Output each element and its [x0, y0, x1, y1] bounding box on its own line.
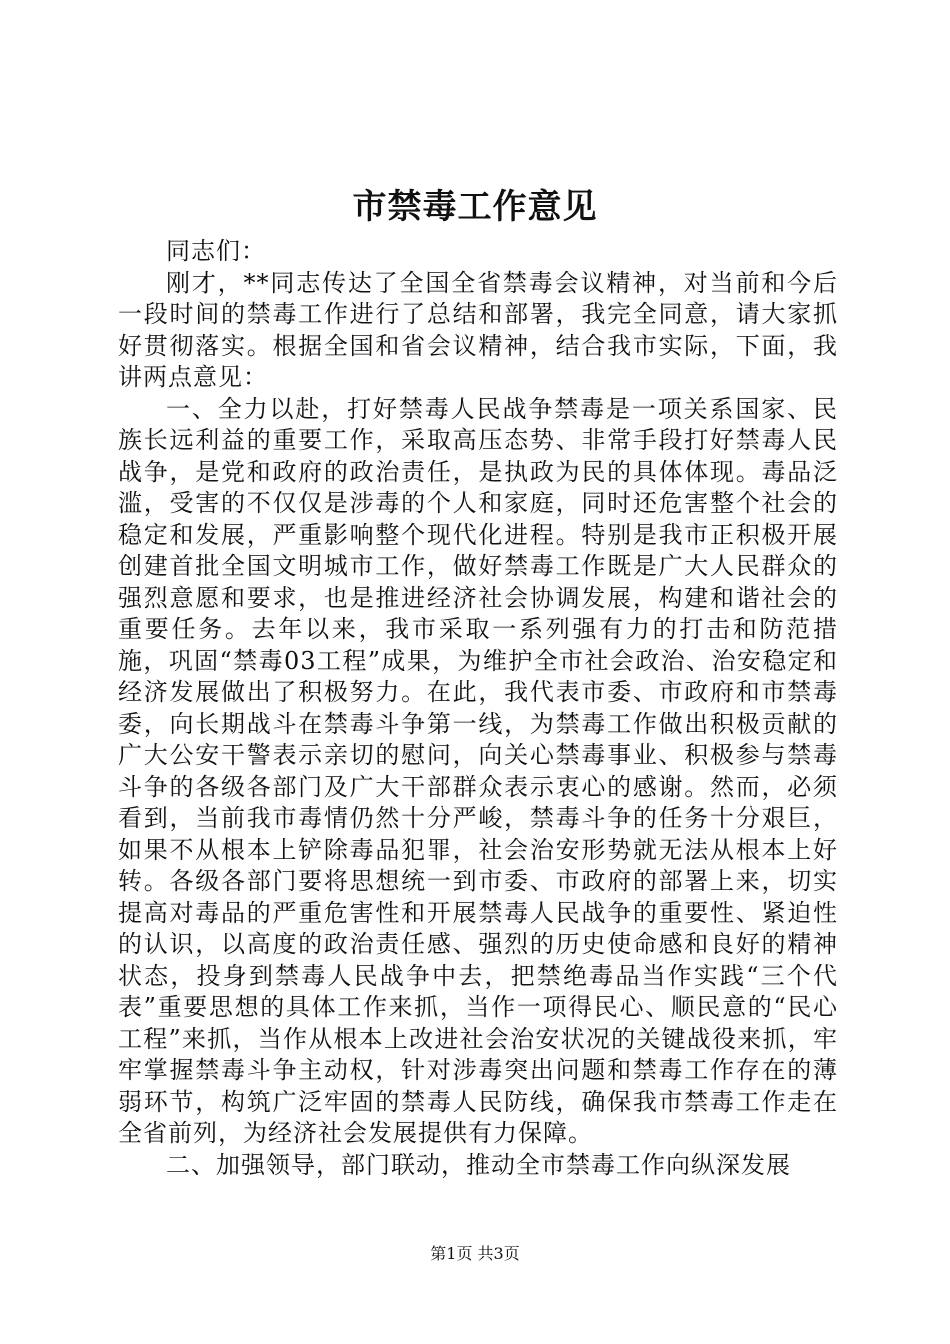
- paragraph-section-two-heading: 二、加强领导，部门联动，推动全市禁毒工作向纵深发展: [166, 1150, 791, 1179]
- document-body: [118, 236, 838, 1181]
- page-footer: 第1页 共3页: [430, 1244, 520, 1263]
- document-title: 市禁毒工作意见: [352, 187, 598, 227]
- paragraph-section-one: 一、全力以赴，打好禁毒人民战争禁毒是一项关系国家、民族长远利益的重要工作，采取高压态势、非常手段打好禁毒人民战争，是党和政府的政治责任，是执政为民的具体体现。毒品泛滥，受害的不仅仅是涉毒的个人和家庭，同时还危害整个社会的稳定和发展，严重影响整个现代化进程。特别是我市正积极开展创建首批全国文明城市工作，做好禁毒工作既是广大人民群众的强烈意愿和要求，也是推进经济社会协调发展，构建和谐社会的重要任务。去年以来，我市采取一系列强有力的打击和防范措施，巩固“禁毒03工程”成果，为维护全市社会政治、治安稳定和经济发展做出了积极努力。在此，我代表市委、市政府和市禁毒委，向长期战斗在禁毒斗争第一线，为禁毒工作做出积极贡献的广大公安干警表示亲切的慰问，向关心禁毒事业、积极参与禁毒斗争的各级各部门及广大干部群众表示衷心的感谢。然而，必须看到，当前我市毒情仍然十分严峻，禁毒斗争的任务十分艰巨，如果不从根本上铲除毒品犯罪，社会治安形势就无法从根本上好转。各级各部门要将思想统一到市委、市政府的部署上来，切实提高对毒品的严重危害性和开展禁毒人民战争的重要性、紧迫性的认识，以高度的政治责任感、强烈的历史使命感和良好的精神状态，投身到禁毒人民战争中去，把禁绝毒品当作实践“三个代表”重要思想的具体工作来抓，当作一项得民心、顺民意的“民心工程”来抓，当作从根本上改进社会治安状况的关键战役来抓，牢牢掌握禁毒斗争主动权，针对涉毒突出问题和禁毒工作存在的薄弱环节，构筑广泛牢固的禁毒人民防线，确保我市禁毒工作走在全省前列，为经济社会发展提供有力保障。: [118, 394, 838, 1147]
- paragraph-intro: 刚才，**同志传达了全国全省禁毒会议精神，对当前和今后一段时间的禁毒工作进行了总结和部署，我完全同意，请大家抓好贯彻落实。根据全国和省会议精神，结合我市实际，下面，我讲两点意见：: [118, 268, 838, 391]
- paragraph-salutation: 同志们：: [166, 237, 266, 265]
